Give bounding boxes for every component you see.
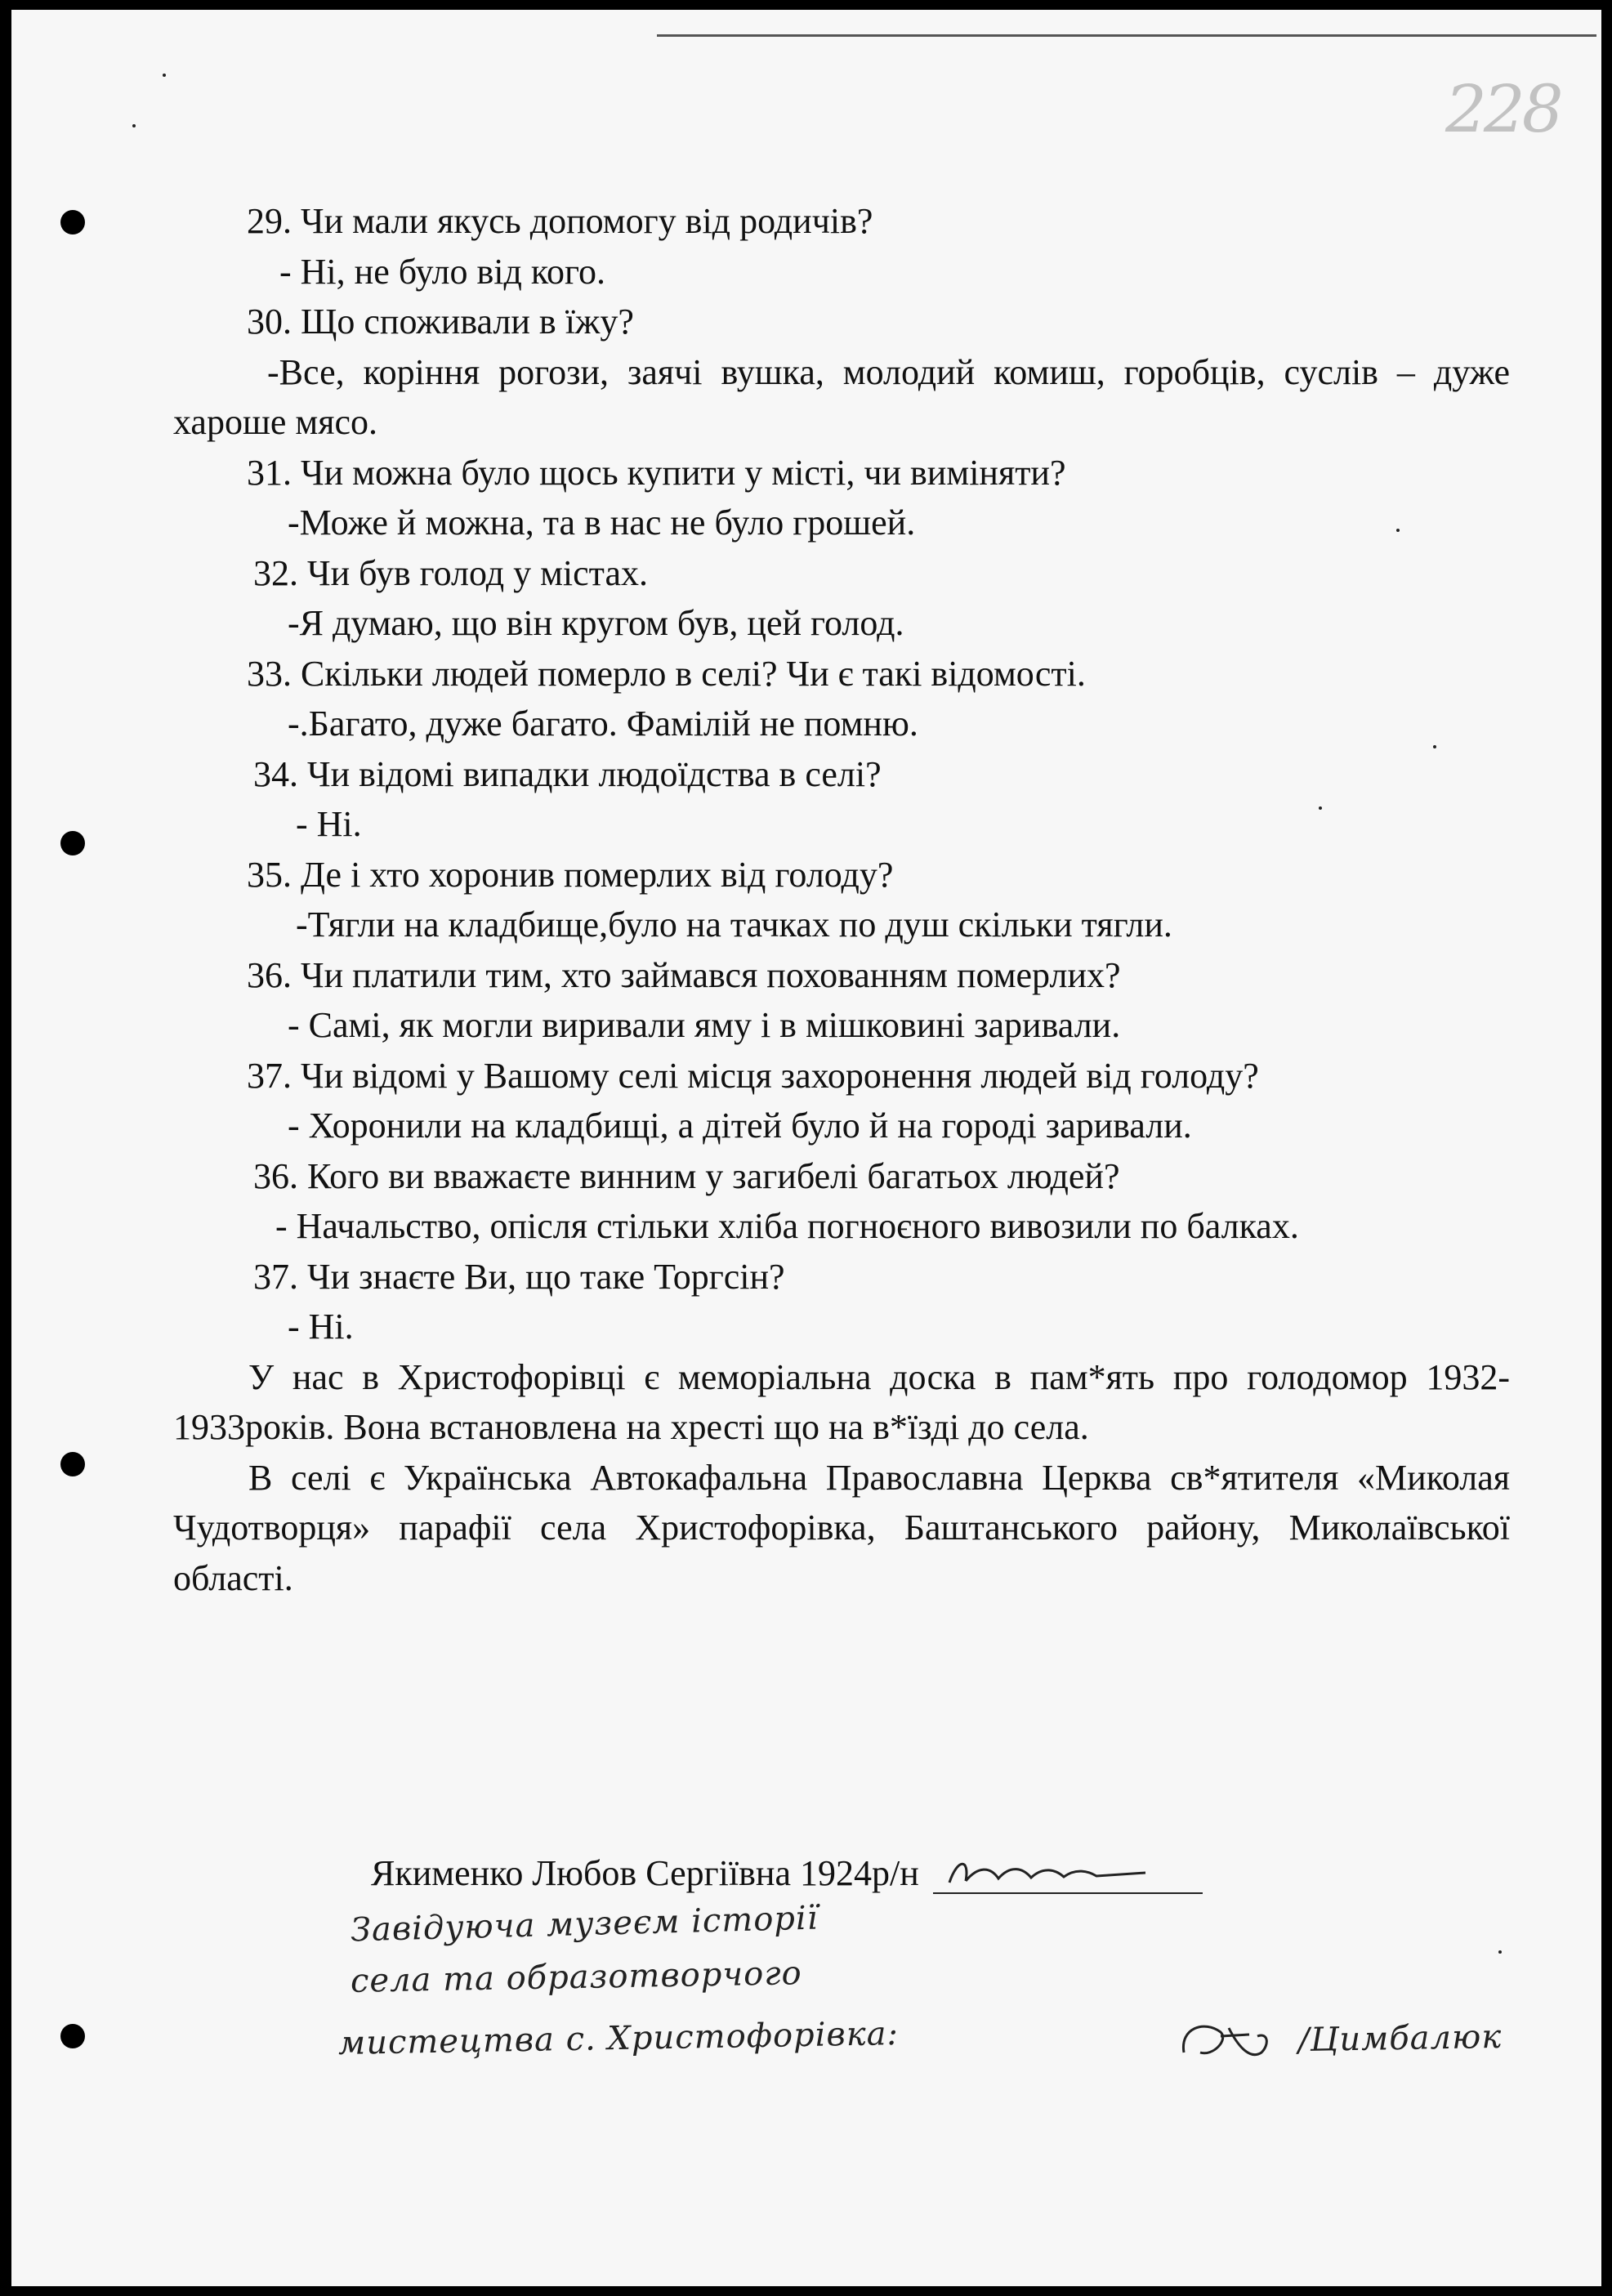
- question: 30. Що споживали в їжу?: [247, 302, 634, 342]
- answer: - Ні, не було від кого.: [279, 251, 605, 292]
- handwritten-line: Завідуюча музеєм історії: [350, 1899, 819, 1950]
- question: 31. Чи можна було щось купити у місті, чи виміняти?: [247, 452, 1066, 493]
- stroke-signature: [1172, 2003, 1294, 2077]
- question: 37. Чи відомі у Вашому селі місця захоронення людей від голоду?: [247, 1055, 1259, 1096]
- handwritten-line: /Цимбалюк: [1297, 2017, 1503, 2060]
- answer: - Самі, як могли виривали яму і в мішковині заривали.: [288, 1005, 1121, 1045]
- scan-speck: [1498, 1950, 1502, 1954]
- question: 36. Чи платили тим, хто займався похованням померлих?: [247, 954, 1121, 995]
- scan-speck: [163, 74, 166, 77]
- interview-text: [173, 196, 1510, 1603]
- punch-hole: [60, 2024, 85, 2048]
- signature-scribble: [933, 1850, 1203, 1889]
- church-paragraph: В селі є Українська Автокафальна Православна Церква св*ятителя «Миколая Чудотворця» парафії села Христофорівка, Баштанського району, Миколаївської області.: [173, 1457, 1510, 1598]
- answer: - Ні.: [296, 804, 362, 844]
- answer: -Тягли на кладбище,було на тачках по душ скільки тягли.: [296, 905, 1172, 945]
- question: 36. Кого ви вважаєте винним у загибелі багатьох людей?: [253, 1155, 1120, 1196]
- question: 33. Скільки людей померло в селі? Чи є такі відомості.: [247, 653, 1086, 694]
- question: 32. Чи був голод у містах.: [253, 552, 648, 593]
- answer: -Все, коріння рогози, заячі вушка, молодий комиш, горобців, суслів – дуже хароше мясо.: [173, 351, 1510, 442]
- answer: -.Багато, дуже багато. Фамілій не помню.: [288, 704, 918, 744]
- handwritten-line: села та образотворчого: [350, 1954, 802, 2000]
- handwritten-line: мистецтва с. Христофорівка:: [337, 2015, 900, 2062]
- page-number: 228: [1445, 71, 1561, 147]
- question: 35. Де і хто хоронив померлих від голоду?: [247, 854, 894, 895]
- answer: -Я думаю, що він кругом був, цей голод.: [288, 603, 904, 643]
- question: 37. Чи знаєте Ви, що таке Торгсін?: [253, 1256, 785, 1297]
- memorial-paragraph: У нас в Христофорівці є меморіальна доска в пам*ять про голодомор 1932-1933років. Вона встановлена на хресті що на в*їзді до села.: [173, 1356, 1510, 1447]
- question: 29. Чи мали якусь допомогу від родичів?: [247, 201, 873, 241]
- informant-name: Якименко Любов Сергіївна 1924р/н: [371, 1853, 919, 1893]
- answer: - Начальство, опісля стільки хліба погноєного вивозили по балках.: [275, 1206, 1299, 1246]
- question: 34. Чи відомі випадки людоїдства в селі?: [253, 753, 882, 794]
- punch-hole: [60, 1452, 85, 1476]
- punch-hole: [60, 210, 85, 235]
- document-page: [11, 10, 1601, 2286]
- signature-line: [371, 1852, 1203, 1894]
- punch-hole: [60, 831, 85, 855]
- scan-speck: [132, 124, 136, 127]
- answer: - Хоронили на кладбищі, а дітей було й на городі заривали.: [288, 1106, 1192, 1146]
- answer: - Ні.: [288, 1307, 354, 1347]
- answer: -Може й можна, та в нас не було грошей.: [288, 503, 916, 543]
- signature-field: [933, 1856, 1203, 1894]
- top-rule: [657, 34, 1596, 37]
